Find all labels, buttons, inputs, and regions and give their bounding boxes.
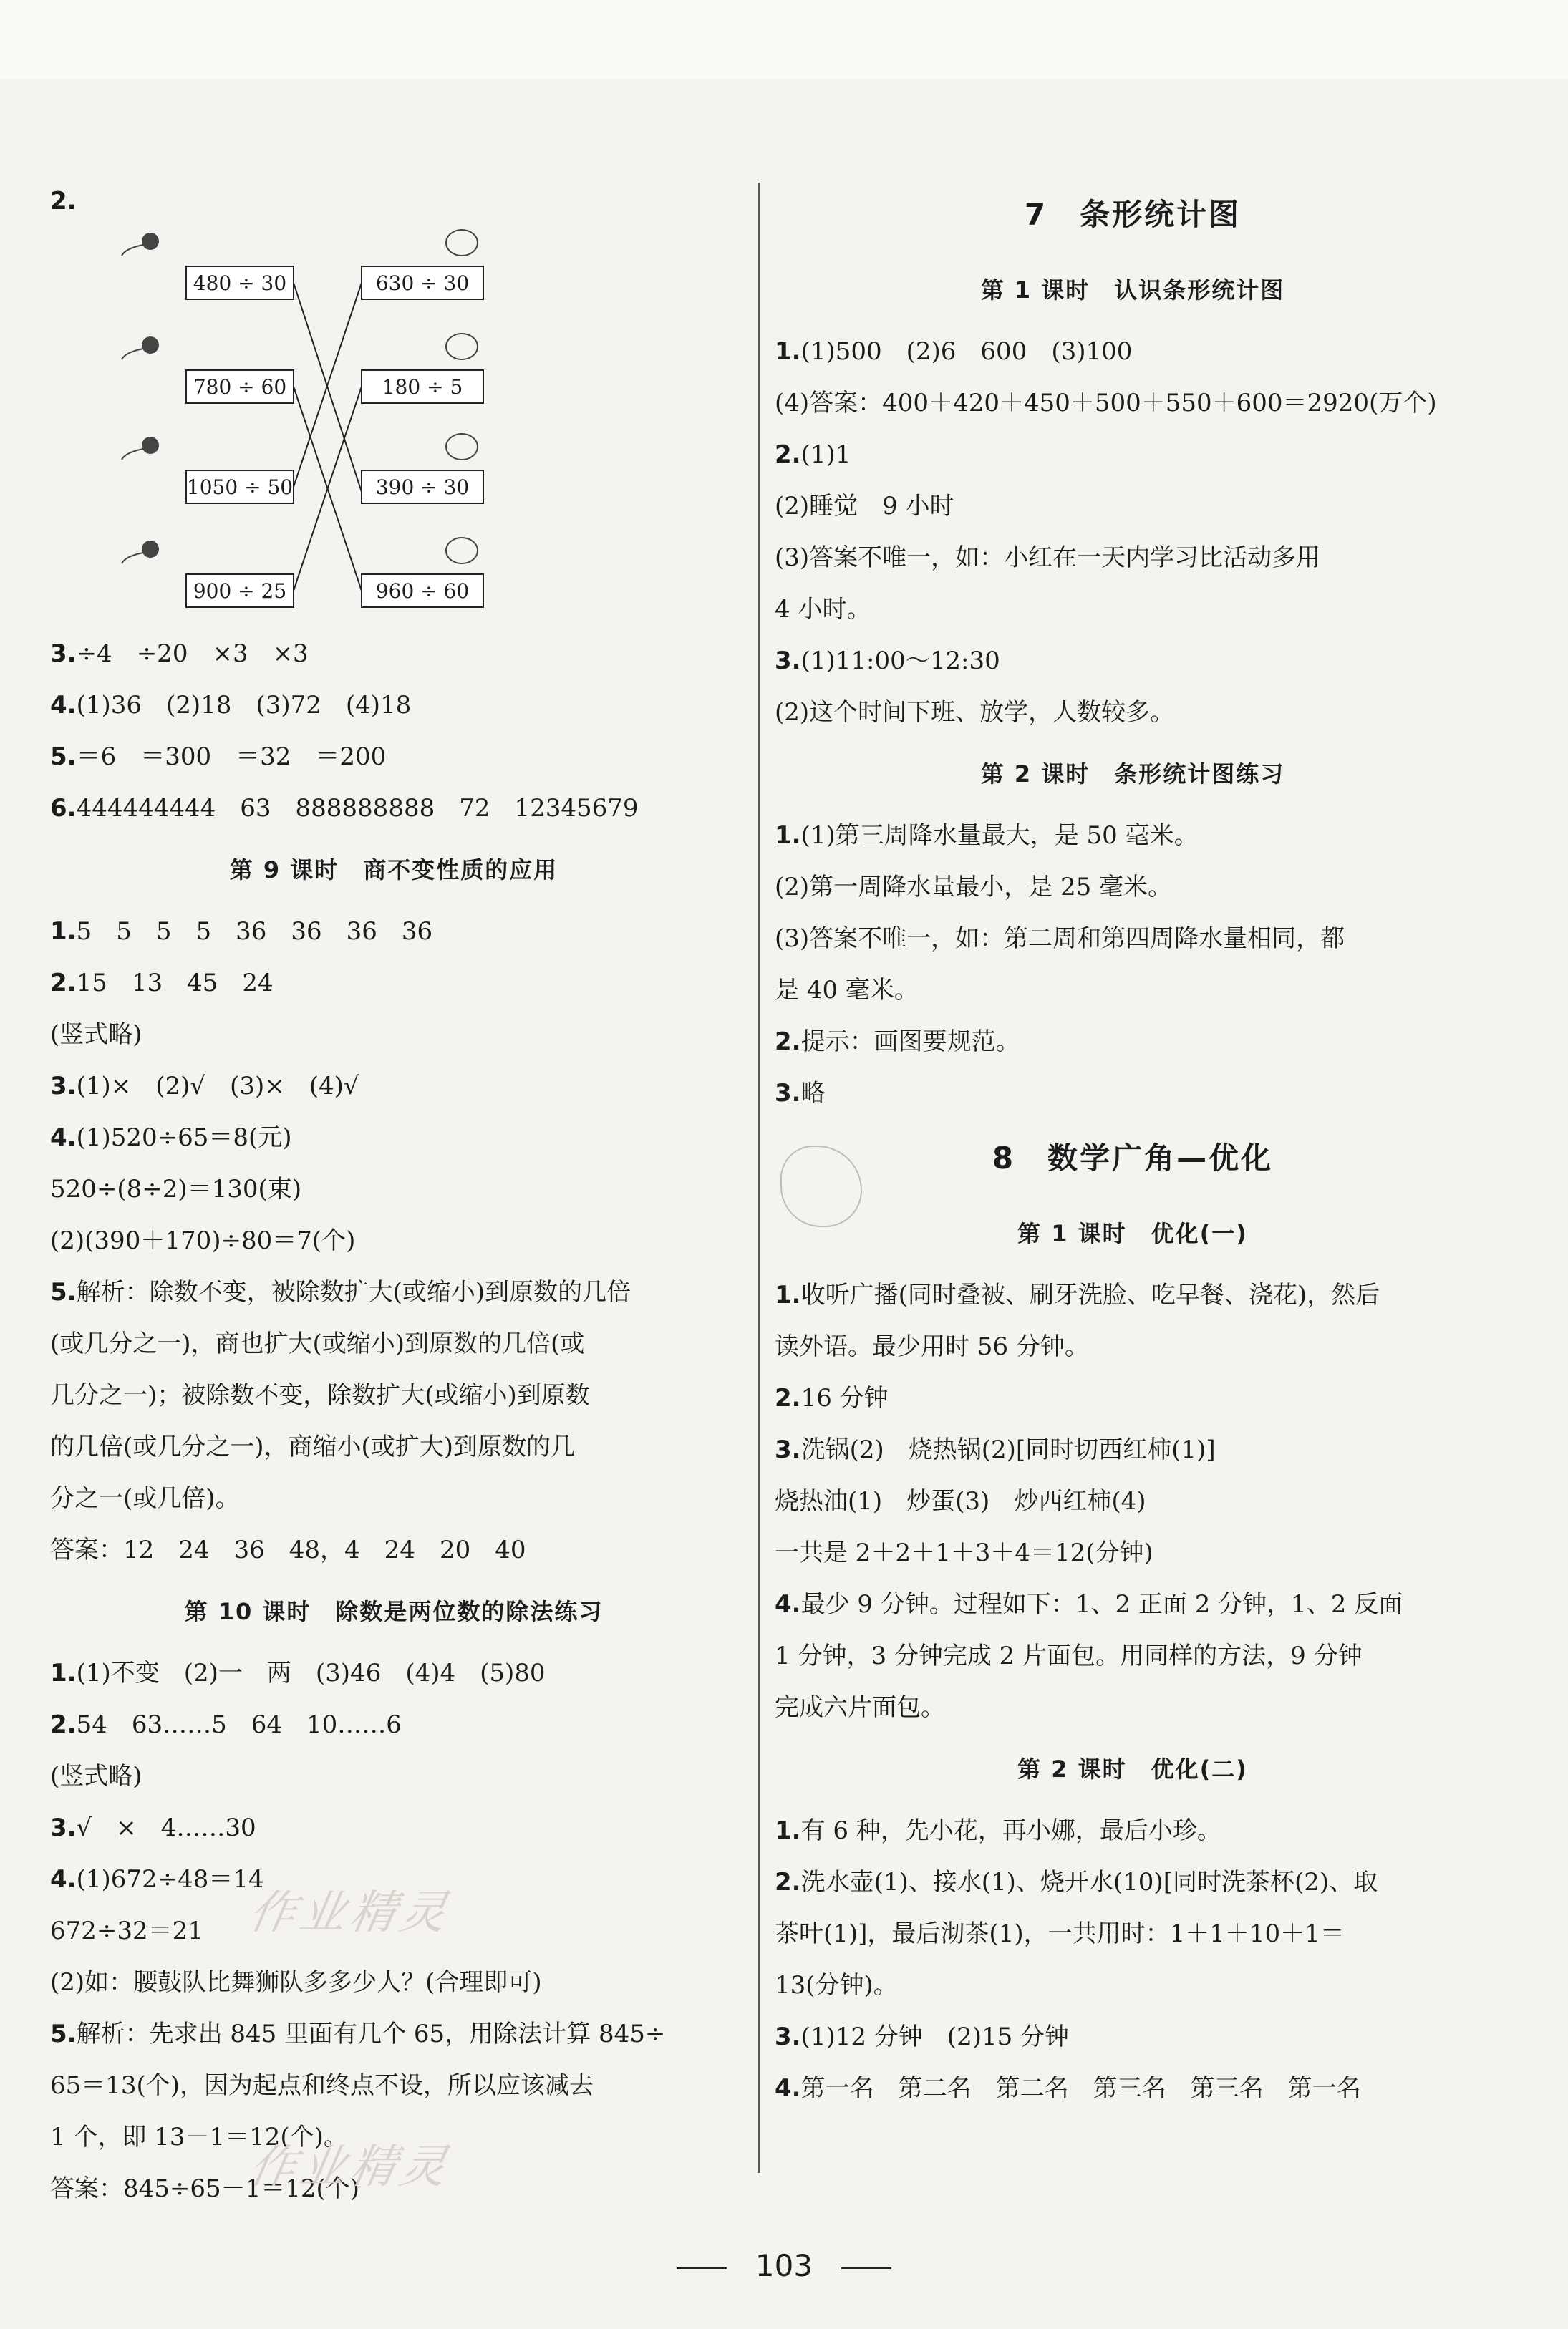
answer-line — [775, 2011, 1491, 2063]
answers-3-6 — [50, 628, 737, 834]
answer-text: (3)答案不唯一，如：小红在一天内学习比活动多用 — [775, 543, 1321, 572]
answer-line — [775, 326, 1491, 377]
answer-line — [775, 1579, 1491, 1630]
answer-text: (1)12 分钟 (2)15 分钟 — [800, 2023, 1070, 2051]
answer-text: 672÷32＝21 — [50, 1917, 203, 1945]
heading-7-lesson-1: 第 1 课时 认识条形统计图 — [980, 276, 1285, 304]
question-number: 3. — [775, 1079, 801, 1108]
answer-text: 13(分钟)。 — [775, 1971, 898, 2000]
heading-lesson-10: 第 10 课时 除数是两位数的除法练习 — [184, 1598, 604, 1625]
answer-line — [50, 679, 737, 731]
question-number: 1. — [775, 1816, 801, 1845]
chapter-7-title: 7 条形统计图 — [1024, 197, 1242, 232]
question-number: 2. — [50, 1710, 77, 1739]
answer-text: 54 63……5 64 10……6 — [76, 1710, 402, 1739]
answer-line — [775, 687, 1491, 738]
answer-text: (1)不变 (2)一 两 (3)46 (4)4 (5)80 — [76, 1659, 546, 1688]
answer-text: 洗锅(2) 烧热锅(2)[同时切西红柿(1)] — [800, 1435, 1216, 1464]
answer-line — [50, 1421, 737, 1473]
heading-8-lesson-1: 第 1 课时 优化(一) — [1017, 1220, 1248, 1247]
question-number: 3. — [775, 2023, 801, 2051]
answer-line — [50, 1370, 737, 1421]
answer-text: (1)36 (2)18 (3)72 (4)18 — [76, 691, 412, 720]
answer-text: (2)第一周降水量最小，是 25 毫米。 — [775, 873, 1173, 901]
question-number: 5. — [50, 1278, 77, 1307]
page-number — [0, 2248, 1568, 2283]
answer-line — [50, 1751, 737, 1802]
right-item-1: 630 ÷ 30 — [375, 271, 470, 295]
answer-line — [775, 1476, 1491, 1527]
answer-text: (或几分之一)，商也扩大(或缩小)到原数的几倍(或 — [50, 1330, 585, 1358]
question-number: 3. — [50, 639, 77, 668]
answer-text: (2)如：腰鼓队比舞狮队多多少人？(合理即可) — [50, 1968, 542, 1997]
answer-text: (4)答案：400＋420＋450＋500＋550＋600＝2920(万个) — [775, 389, 1437, 417]
answer-text: 完成六片面包。 — [775, 1693, 945, 1722]
answer-line — [775, 1269, 1491, 1321]
question-number: 4. — [50, 691, 77, 720]
question-number: 5. — [50, 742, 77, 771]
answer-text: ÷4 ÷20 ×3 ×3 — [76, 639, 309, 668]
watermark-2: 作业精灵 — [245, 2141, 455, 2194]
question-number: 1. — [775, 337, 801, 366]
answer-line — [775, 1630, 1491, 1682]
left-item-2: 780 ÷ 60 — [193, 375, 287, 399]
page-number-dash-left — [677, 2267, 727, 2269]
left-item-1: 480 ÷ 30 — [193, 271, 287, 295]
answer-text: 16 分钟 — [800, 1384, 889, 1413]
right-item-2: 180 ÷ 5 — [382, 375, 463, 399]
answer-line — [50, 957, 737, 1009]
answer-line — [50, 1009, 737, 1060]
answers-8-1 — [775, 1269, 1491, 1733]
answer-text: 的几倍(或几分之一)，商缩小(或扩大)到原数的几 — [50, 1433, 576, 1461]
answer-text: 1 分钟，3 分钟完成 2 片面包。用同样的方法，9 分钟 — [775, 1642, 1363, 1670]
answer-text: 提示：画图要规范。 — [800, 1027, 1020, 1056]
answer-line — [50, 731, 737, 783]
answer-text: 解析：先求出 845 里面有几个 65，用除法计算 845÷ — [76, 2020, 666, 2048]
watermark-1: 作业精灵 — [245, 1887, 455, 1940]
answers-8-2 — [775, 1805, 1491, 2114]
answer-text: (1)第三周降水量最大，是 50 毫米。 — [800, 821, 1199, 850]
answer-line — [50, 1524, 737, 1576]
answer-text: 收听广播(同时叠被、刷牙洗脸、吃早餐、浇花)，然后 — [800, 1281, 1380, 1309]
question-number: 2. — [775, 1868, 801, 1897]
answer-line — [775, 861, 1491, 913]
q2-label: 2. — [50, 187, 77, 216]
answers-lesson-9 — [50, 906, 737, 1576]
answer-line — [50, 1060, 737, 1112]
question-number: 6. — [50, 794, 77, 823]
answer-line — [775, 1372, 1491, 1424]
answer-text: 1 个，即 13－1＝12(个)。 — [50, 2123, 348, 2151]
question-number: 3. — [775, 1435, 801, 1464]
answer-line — [775, 810, 1491, 861]
answer-line — [775, 429, 1491, 480]
answer-line — [775, 1908, 1491, 1960]
question-number: 5. — [50, 2020, 77, 2048]
answer-text: 4 小时。 — [775, 595, 871, 624]
answer-text: 第一名 第二名 第二名 第三名 第三名 第一名 — [800, 2074, 1361, 2103]
answer-text: 解析：除数不变，被除数扩大(或缩小)到原数的几倍 — [76, 1278, 631, 1307]
question-number: 1. — [50, 917, 77, 946]
answer-line — [50, 628, 737, 679]
answer-line — [775, 1527, 1491, 1579]
question-number: 1. — [775, 821, 801, 850]
answer-text: (3)答案不唯一，如：第二周和第四周降水量相同，都 — [775, 924, 1345, 953]
answer-line — [50, 1957, 737, 2008]
answer-line — [775, 1016, 1491, 1067]
answer-line — [775, 2063, 1491, 2114]
answer-text: (1)520÷65＝8(元) — [76, 1123, 292, 1152]
question-number: 3. — [775, 647, 801, 675]
answers-7-2 — [775, 810, 1491, 1119]
answer-line — [775, 1424, 1491, 1476]
heading-8-lesson-2: 第 2 课时 优化(二) — [1017, 1756, 1248, 1783]
answer-line — [50, 1163, 737, 1215]
page-number-dash-right — [841, 2267, 891, 2269]
answer-line — [50, 1112, 737, 1163]
answer-line — [50, 783, 737, 834]
answer-text: 略 — [800, 1079, 826, 1108]
answer-line — [50, 1647, 737, 1699]
answer-line — [775, 584, 1491, 635]
answer-text: ＝6 ＝300 ＝32 ＝200 — [76, 742, 387, 771]
right-item-3: 390 ÷ 30 — [375, 475, 470, 499]
question-number: 3. — [50, 1072, 77, 1100]
answer-text: 444444444 63 888888888 72 12345679 — [76, 794, 639, 823]
answer-text: 最少 9 分钟。过程如下：1、2 正面 2 分钟，1、2 反面 — [800, 1590, 1403, 1619]
answer-line — [50, 906, 737, 957]
question-number: 1. — [50, 1659, 77, 1688]
answer-text: √ × 4……30 — [76, 1814, 256, 1842]
answer-text: (2)(390＋170)÷80＝7(个) — [50, 1226, 356, 1255]
answer-text: 洗水壶(1)、接水(1)、烧开水(10)[同时洗茶杯(2)、取 — [800, 1868, 1378, 1897]
answer-line — [775, 532, 1491, 584]
answer-text: 是 40 毫米。 — [775, 976, 919, 1004]
answer-line — [775, 1682, 1491, 1733]
answer-line — [775, 964, 1491, 1016]
question-number: 1. — [775, 1281, 801, 1309]
question-number: 4. — [775, 2074, 801, 2103]
answer-text: (1)672÷48＝14 — [76, 1865, 264, 1894]
answer-text: 520÷(8÷2)＝130(束) — [50, 1175, 302, 1204]
answer-line — [775, 1805, 1491, 1856]
answer-text: 5 5 5 5 36 36 36 36 — [76, 917, 433, 946]
answer-text: 有 6 种，先小花，再小娜，最后小珍。 — [800, 1816, 1221, 1845]
question-number: 4. — [775, 1590, 801, 1619]
answer-text: 烧热油(1) 炒蛋(3) 炒西红柿(4) — [775, 1487, 1146, 1516]
left-item-3: 1050 ÷ 50 — [186, 475, 294, 499]
column-divider — [758, 183, 760, 2173]
answer-line — [50, 1215, 737, 1267]
answer-text: (1)500 (2)6 600 (3)100 — [800, 337, 1133, 366]
answer-text: (2)睡觉 9 小时 — [775, 492, 954, 520]
heading-lesson-9: 第 9 课时 商不变性质的应用 — [229, 856, 558, 883]
answer-text: (竖式略) — [50, 1020, 142, 1049]
heading-7-lesson-2: 第 2 课时 条形统计图练习 — [980, 760, 1285, 788]
chapter-8-title: 8 数学广角—优化 — [992, 1141, 1274, 1176]
answer-text: 几分之一)；被除数不变，除数扩大(或缩小)到原数 — [50, 1381, 590, 1410]
answer-text: (1)× (2)√ (3)× (4)√ — [76, 1072, 359, 1100]
right-item-4: 960 ÷ 60 — [375, 579, 470, 603]
matching-diagram — [50, 184, 737, 603]
answer-line — [775, 1067, 1491, 1119]
answer-line — [775, 377, 1491, 429]
answer-line — [775, 1321, 1491, 1372]
page-number-text: 103 — [755, 2248, 813, 2283]
answer-line — [775, 480, 1491, 532]
answer-text: 15 13 45 24 — [76, 969, 274, 997]
question-number: 3. — [50, 1814, 77, 1842]
answer-text: 答案：12 24 36 48，4 24 20 40 — [50, 1536, 526, 1564]
answer-text: (1)1 — [800, 440, 851, 469]
question-number: 4. — [50, 1123, 77, 1152]
answer-text: 65＝13(个)，因为起点和终点不设，所以应该减去 — [50, 2071, 594, 2100]
answer-line — [50, 1699, 737, 1751]
answer-line — [50, 2008, 737, 2060]
answer-line — [50, 1318, 737, 1370]
question-number: 2. — [50, 969, 77, 997]
answer-line — [775, 1856, 1491, 1908]
answers-7-1 — [775, 326, 1491, 738]
answer-line — [775, 913, 1491, 964]
answer-line — [50, 1267, 737, 1318]
answer-line — [50, 1802, 737, 1854]
left-item-4: 900 ÷ 25 — [193, 579, 287, 603]
right-column — [775, 175, 1491, 2114]
question-number: 2. — [775, 440, 801, 469]
answer-text: 一共是 2＋2＋1＋3＋4＝12(分钟) — [775, 1539, 1153, 1567]
answer-text: 茶叶(1)]，最后沏茶(1)，一共用时：1＋1＋10＋1＝ — [775, 1919, 1345, 1948]
answer-line — [50, 2060, 737, 2111]
question-number: 2. — [775, 1384, 801, 1413]
answer-text: (竖式略) — [50, 1762, 142, 1791]
answer-text: (2)这个时间下班、放学，人数较多。 — [775, 698, 1175, 727]
matching-lines — [294, 283, 362, 591]
answer-line — [775, 1960, 1491, 2011]
question-number: 2. — [775, 1027, 801, 1056]
answer-text: 分之一(或几倍)。 — [50, 1484, 240, 1513]
answer-text: (1)11:00～12:30 — [800, 647, 1000, 675]
answer-text: 读外语。最少用时 56 分钟。 — [775, 1332, 1089, 1361]
answer-line — [50, 1473, 737, 1524]
question-number: 4. — [50, 1865, 77, 1894]
answer-line — [775, 635, 1491, 687]
answer-text: 答案：845÷65－1＝12(个) — [50, 2174, 360, 2203]
top-margin — [0, 0, 1568, 79]
matching-exercise — [50, 227, 737, 628]
